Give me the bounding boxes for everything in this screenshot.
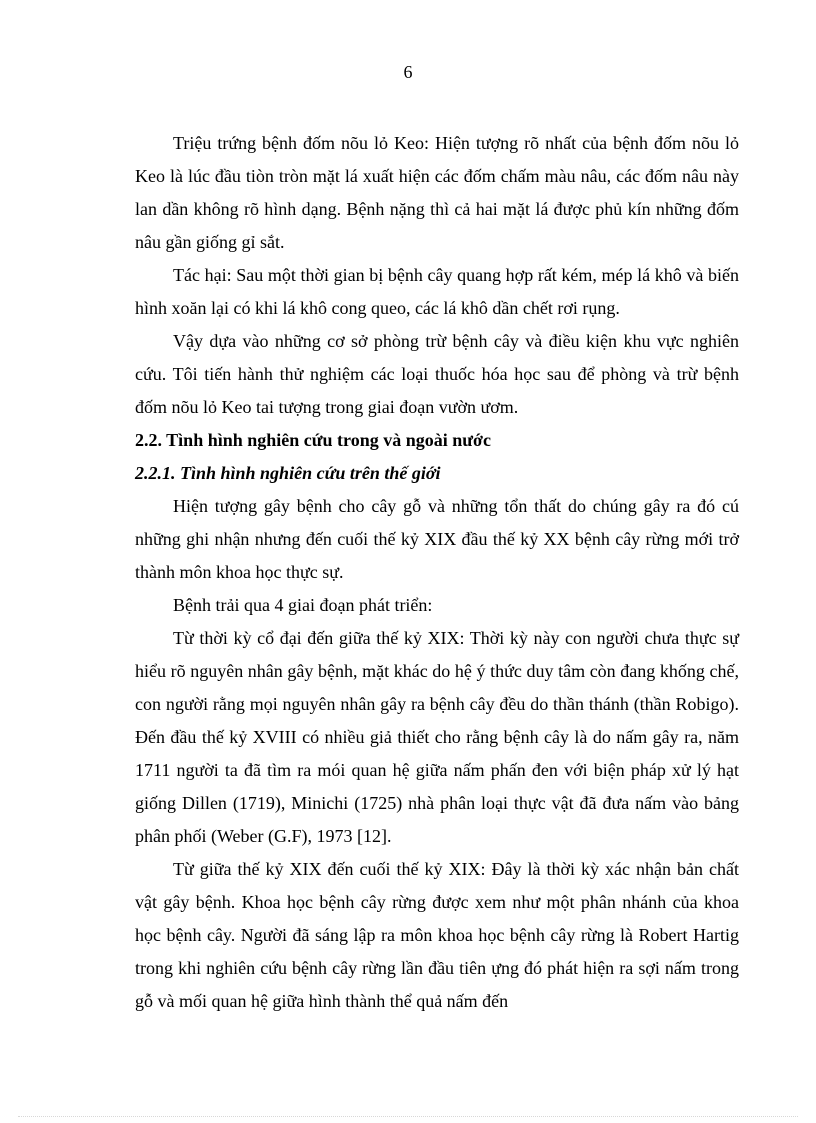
subsection-heading: 2.2.1. Tình hình nghiên cứu trên thế giới (135, 463, 441, 483)
paragraph-stage-ancient: Từ thời kỳ cổ đại đến giữa thế kỷ XIX: Thời kỳ này con người chưa thực sự hiểu rõ nguyên nhân gây bệnh, mặt khác do hệ ý thức duy tâm còn đang khống chế, con người rằng mọi nguyên nhân gây ra bệnh cây đều do thần thánh (thần Robigo). Đến đầu thế kỷ XVIII có nhiều giả thiết cho rằng bệnh cây là do nấm gây ra, năm 1711 người ta đã tìm ra mói quan hệ giữa nấm phấn đen với biện pháp xử lý hạt giống Dillen (1719), Minichi (1725) nhà phân loại thực vật đã đưa nấm vào bảng phân phối (Weber (G.F), 1973 [12]. (135, 628, 739, 846)
paragraph-intro-world: Hiện tượng gây bệnh cho cây gỗ và những tổn thất do chúng gây ra đó cú những ghi nhận nhưng đến cuối thế kỷ XIX đầu thế kỷ XX bệnh cây rừng mới trở thành môn khoa học thực sự. (135, 496, 739, 582)
document-body (135, 127, 739, 1018)
paragraph-stage-mid19th: Từ giữa thế kỷ XIX đến cuối thế kỷ XIX: Đây là thời kỳ xác nhận bản chất vật gây bệnh. Khoa học bệnh cây rừng được xem như một phân nhánh của khoa học bệnh cây. Người đã sáng lập ra môn khoa học bệnh cây rừng là Robert Hartig trong khi nghiên cứu bệnh cây rừng lần đầu tiên ựng đó phát hiện ra sợi nấm trong gỗ và mối quan hệ giữa hình thành thể quả nấm đến (135, 859, 739, 1011)
page-number: 6 (403, 62, 413, 82)
paragraph-harm: Tác hại: Sau một thời gian bị bệnh cây quang hợp rất kém, mép lá khô và biến hình xoăn lại có khi lá khô cong queo, các lá khô dần chết rơi rụng. (135, 265, 739, 318)
paragraph-stages: Bệnh trải qua 4 giai đoạn phát triển: (173, 595, 433, 615)
paragraph-method: Vậy dựa vào những cơ sở phòng trừ bệnh cây và điều kiện khu vực nghiên cứu. Tôi tiến hành thử nghiệm các loại thuốc hóa học sau để phòng và trừ bệnh đốm nõu lỏ Keo tai tượng trong giai đoạn vườn ươm. (135, 331, 739, 417)
paragraph-symptoms: Triệu trứng bệnh đốm nõu lỏ Keo: Hiện tượng rõ nhất của bệnh đốm nõu lỏ Keo là lúc đầu tiòn tròn mặt lá xuất hiện các đốm chấm màu nâu, các đốm nâu này lan dần không rõ hình dạng. Bệnh nặng thì cả hai mặt lá được phủ kín những đốm nâu gần giống gỉ sắt. (135, 133, 739, 252)
section-heading: 2.2. Tình hình nghiên cứu trong và ngoài nước (135, 430, 492, 450)
page-bottom-divider (18, 1116, 798, 1117)
